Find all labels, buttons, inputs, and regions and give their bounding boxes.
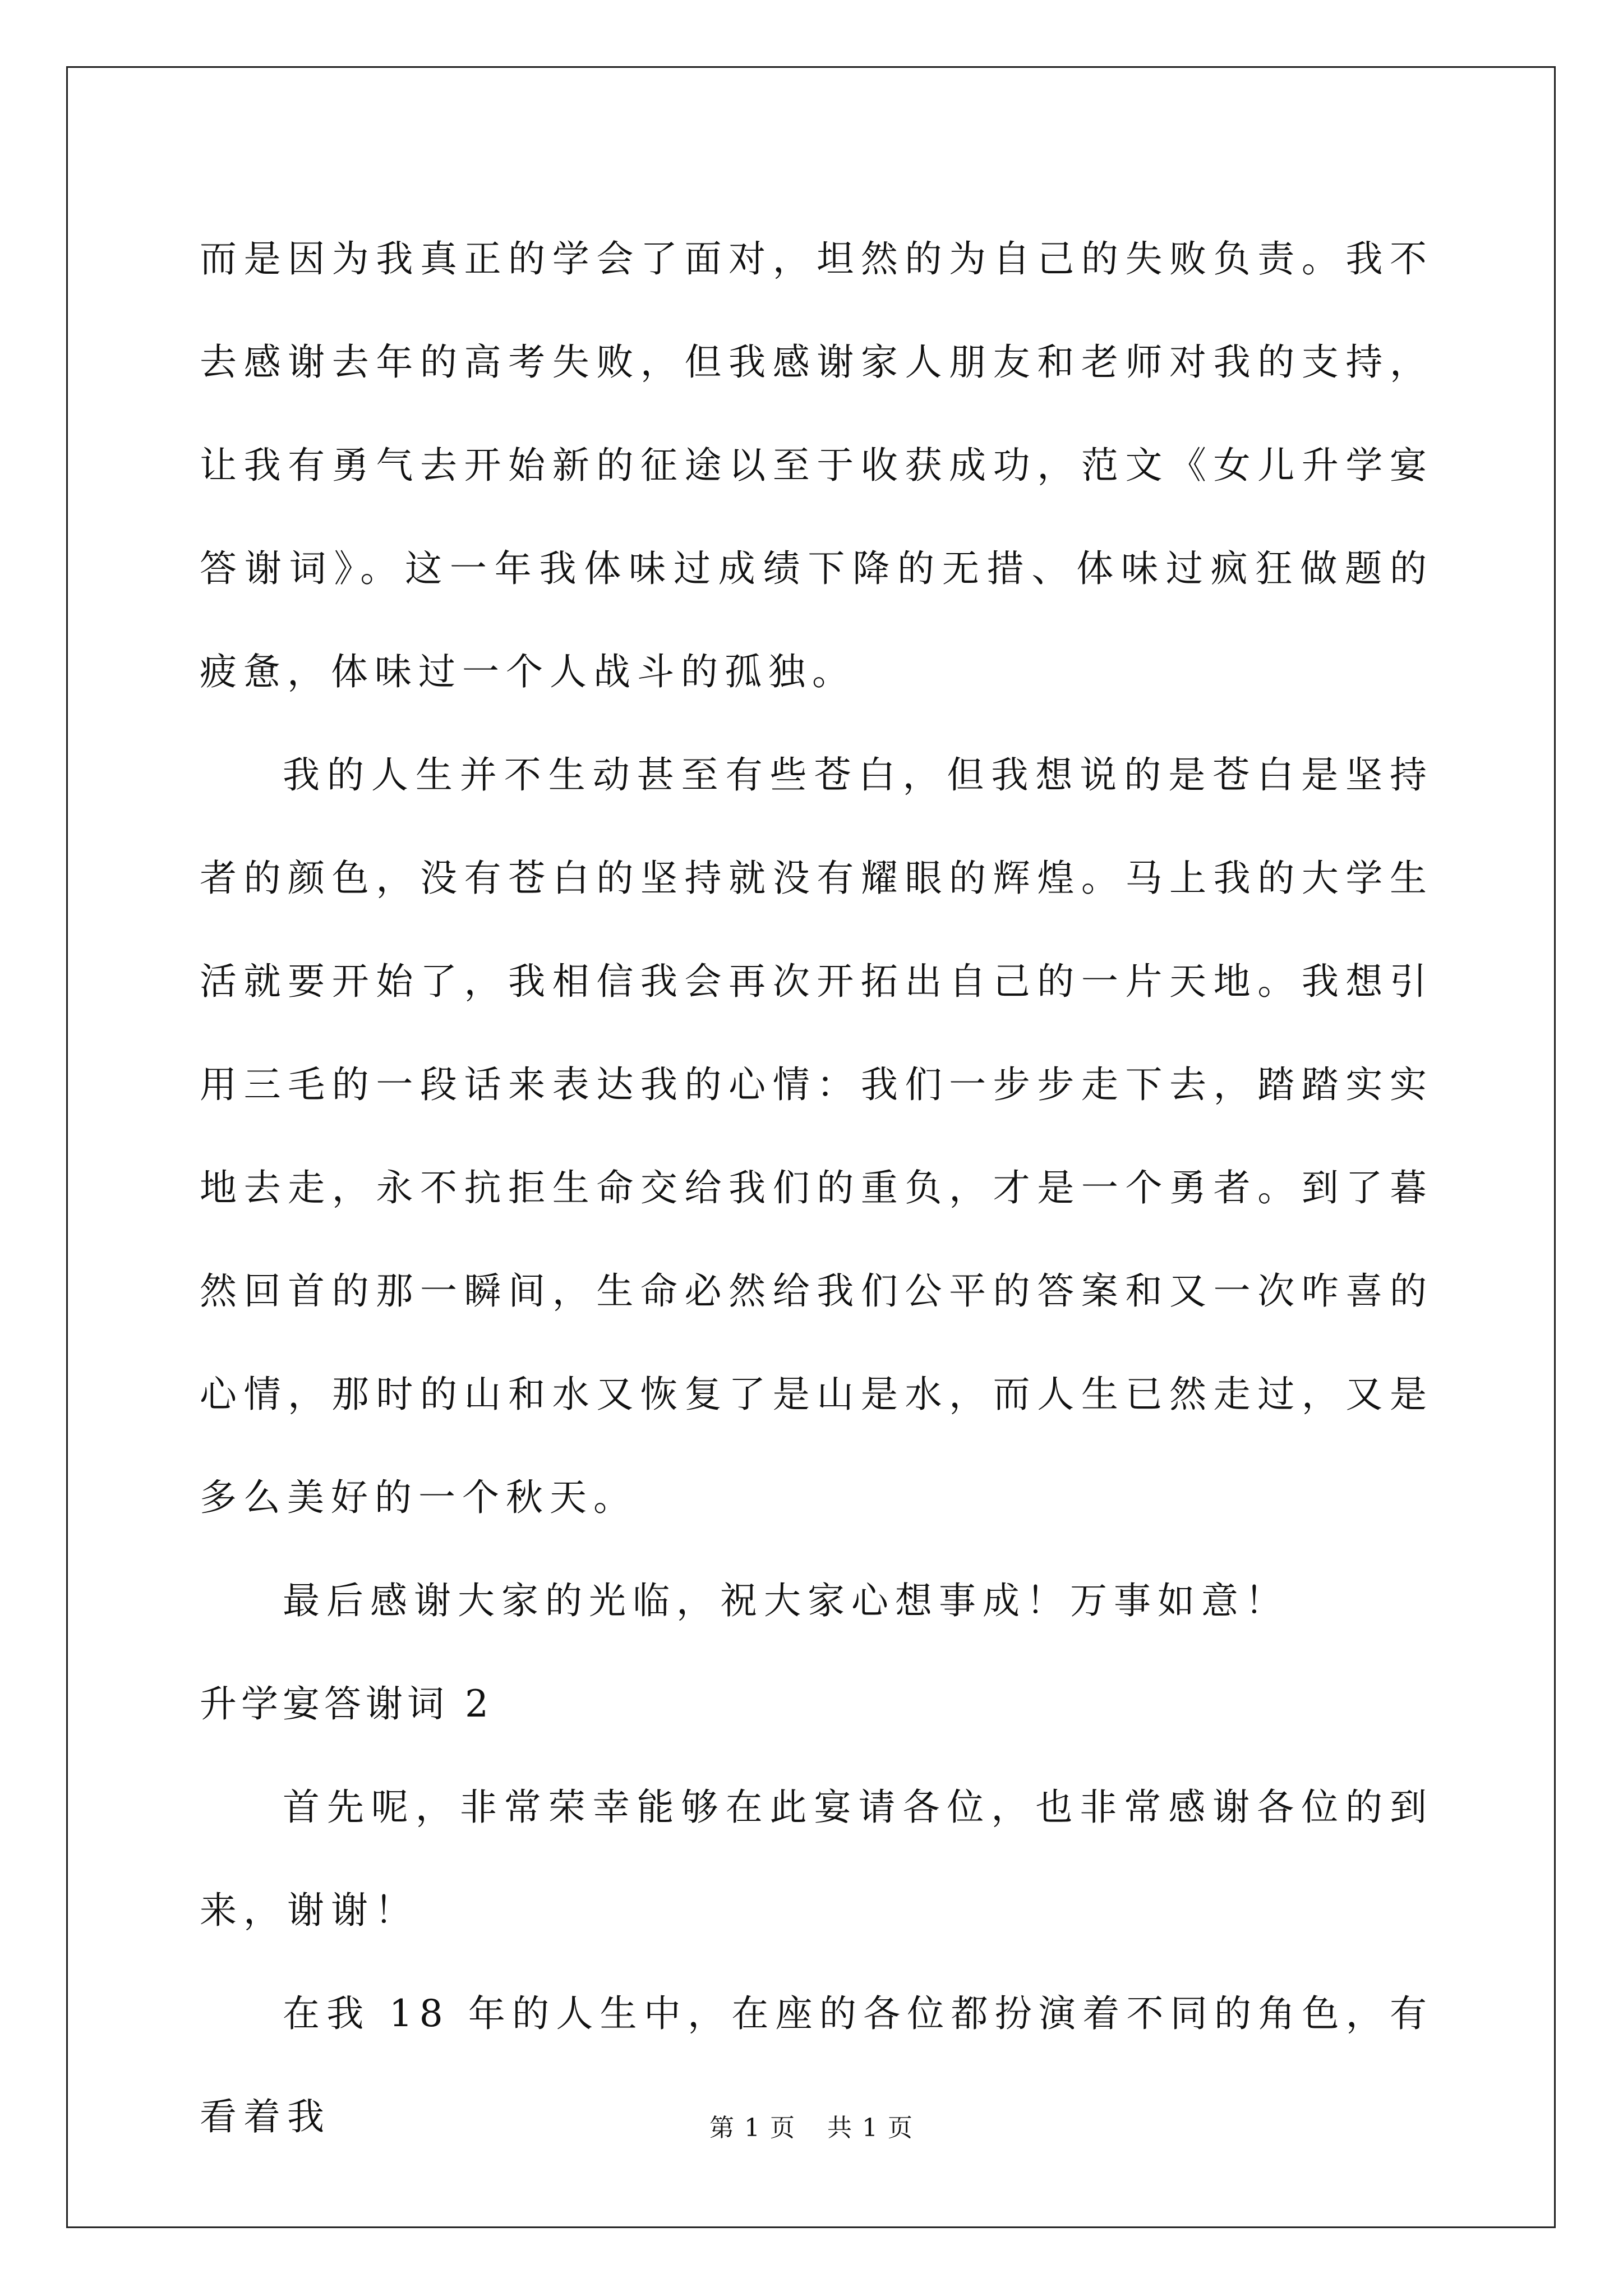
paragraph-4: 首先呢，非常荣幸能够在此宴请各位，也非常感谢各位的到来，谢谢！ (200, 1786, 1433, 1932)
page-total: 共 1 页 (827, 2114, 914, 2142)
page-number: 第 1 页 (709, 2114, 796, 2142)
paragraph-3: 最后感谢大家的光临，祝大家心想事成！万事如意！ (283, 1579, 1289, 1622)
document-body (200, 208, 1433, 2169)
paragraph-5: 在我 18 年的人生中，在座的各位都扮演着不同的角色，有看着我 (200, 1992, 1433, 2138)
section-heading: 升学宴答谢词 2 (200, 1682, 493, 1726)
paragraph-2: 我的人生并不生动甚至有些苍白，但我想说的是苍白是坚持者的颜色，没有苍白的坚持就没有耀眼的辉煌。马上我的大学生活就要开始了，我相信我会再次开拓出自己的一片天地。我想引用三毛的一段话来表达我的心情：我们一步步走下去，踏踏实实地去走，永不抗拒生命交给我们的重负，才是一个勇者。到了暮然回首的那一瞬间，生命必然给我们公平的答案和又一次咋喜的心情，那时的山和水又恢复了是山是水，而人生已然走过，又是多么美好的一个秋天。 (200, 753, 1433, 1519)
page-footer (0, 2108, 1623, 2143)
paragraph-1: 而是因为我真正的学会了面对，坦然的为自己的失败负责。我不去感谢去年的高考失败，但我感谢家人朋友和老师对我的支持，让我有勇气去开始新的征途以至于收获成功，范文《女儿升学宴答谢词》。这一年我体味过成绩下降的无措、体味过疯狂做题的疲惫，体味过一个人战斗的孤独。 (200, 237, 1433, 693)
